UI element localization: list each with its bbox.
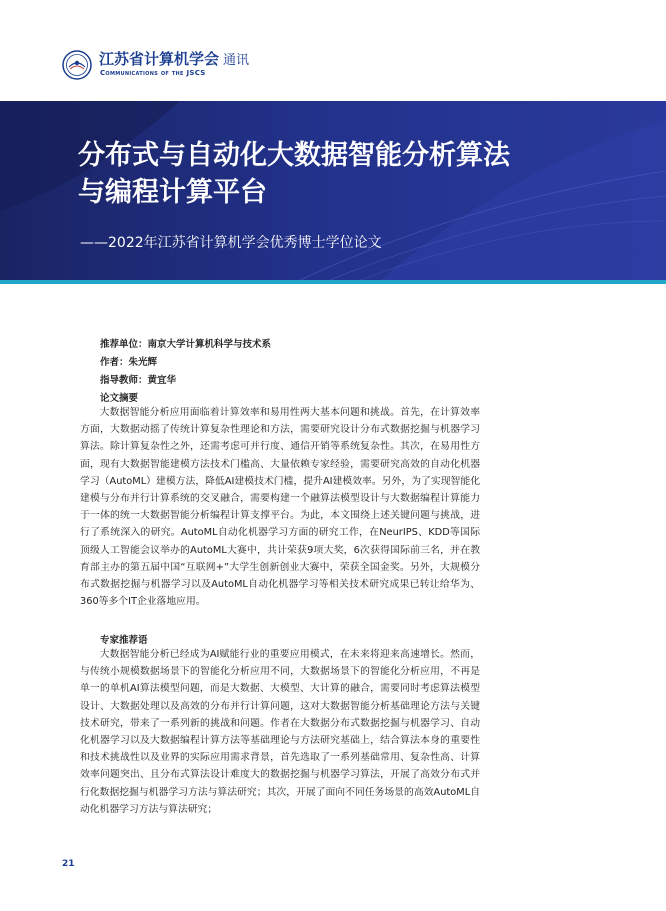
title-line-2: 与编程计算平台: [78, 177, 267, 208]
org-name-text: 江苏省计算机学会: [99, 50, 220, 68]
title-line-1: 分布式与自动化大数据智能分析算法: [78, 140, 510, 171]
article-subtitle: ——2022年江苏省计算机学会优秀博士学位论文: [80, 235, 382, 251]
advisor: 指导教师：黄宜华: [100, 375, 177, 386]
expert-text: 大数据智能分析已经成为AI赋能行业的重要应用模式，在未来将迎来高速增长。然而，与传统小规模数据场景下的智能化分析应用不同，大数据场景下的智能化分析应用，不再是单一的单机AI算法模型问题，而是大数据、大模型、大计算的融合，需要同时考虑算法模型设计、大数据处理以及高效的分布并行计算问题，这对大数据智能分析基础理论方法与关键技术研究，带来了一系列新的挑战和问题。作者在大数据分布式数据挖掘与机器学习、自动化机器学习以及大数据编程计算方法等基础理论与方法研究基础上，结合算法本身的重要性和技术挑战性以及业界的实际应用需求背景，首先选取了一系列基础常用、复杂性高、计算效率问题突出、且分布式算法设计难度大的数据挖掘与机器学习算法，开展了高效分布式并行化数据挖掘与机器学习方法与算法研究；其次，开展了面向不同任务场景的高效AutoML自动化机器学习方法与算法研究；: [80, 649, 480, 815]
accent-divider: [0, 280, 666, 284]
page-number: 21: [62, 859, 75, 869]
author: 作者：朱光辉: [100, 357, 158, 368]
org-name-sub: 通讯: [223, 53, 250, 68]
org-english-name: Communications of the JSCS: [100, 69, 206, 77]
abstract-text: 大数据智能分析应用面临着计算效率和易用性两大基本问题和挑战。首先，在计算效率方面，大数据动摇了传统计算复杂性理论和方法，需要研究设计分布式数据挖掘与机器学习算法。除计算复杂性之外，还需考虑可并行度、通信开销等系统复杂性。其次，在易用性方面，现有大数据智能建模方法技术门槛高、大量依赖专家经验，需要研究高效的自动化机器学习（AutoML）建模方法，降低AI建模技术门槛，提升AI建模效率。另外，为了实现智能化建模与分布并行计算系统的交叉融合，需要构建一个融算法模型设计与大数据编程计算能力于一体的统一大数据智能分析编程计算支撑平台。为此，本文围绕上述关键问题与挑战，进行了系统深入的研究。AutoML自动化机器学习方面的研究工作，在NeurIPS、KDD等国际顶级人工智能会议举办的AutoML大赛中，共计荣获9项大奖，6次获得国际前三名，并在教育部主办的第五届中国“互联网+”大学生创新创业大赛中，荣获全国金奖。另外，大规模分布式数据挖掘与机器学习以及AutoML自动化机器学习等相关技术研究成果已转让给华为、360等多个IT企业落地应用。: [80, 407, 480, 608]
recommending-unit: 推荐单位：南京大学计算机科学与技术系: [100, 339, 272, 350]
expert-heading: 专家推荐语: [100, 635, 148, 646]
abstract-heading: 论文摘要: [100, 393, 139, 404]
org-name: [99, 48, 249, 69]
jscs-logo: [62, 50, 92, 80]
article-title: [78, 137, 638, 211]
